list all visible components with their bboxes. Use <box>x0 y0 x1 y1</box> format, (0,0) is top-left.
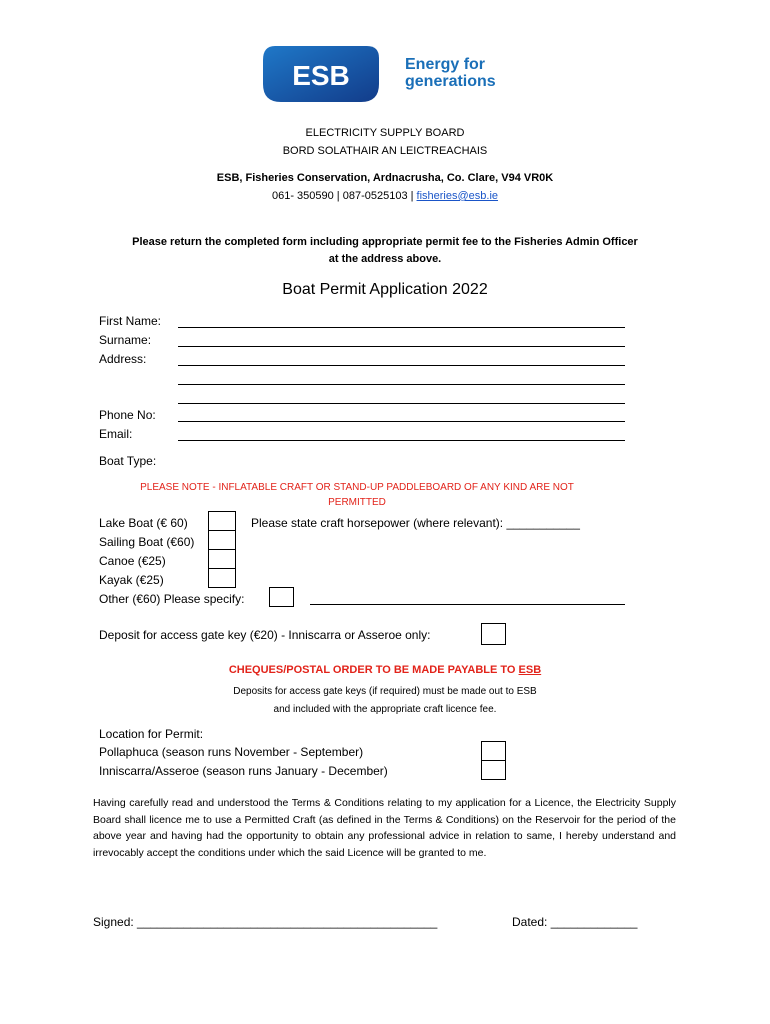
deposit-label: Deposit for access gate key (€20) - Inniscarra or Asseroe only: <box>99 628 431 642</box>
instruction-line-2: at the address above. <box>328 253 442 265</box>
form-title: Boat Permit Application 2022 <box>282 281 488 298</box>
boat-type-label: Boat Type: <box>99 454 157 468</box>
instruction-line-1: Please return the completed form including appropriate permit fee to the Fisheries Admin Officer <box>132 236 638 248</box>
cheques-esb: ESB <box>518 664 542 676</box>
address-line-2[interactable] <box>178 384 625 385</box>
phone-line[interactable] <box>178 421 625 422</box>
lake-boat-checkbox[interactable] <box>208 511 236 531</box>
deposit-note-2: and included with the appropriate craft licence fee. <box>273 704 497 715</box>
cheques-payable: CHEQUES/POSTAL ORDER TO BE MADE PAYABLE TO ESB <box>228 664 542 676</box>
terms-paragraph: Having carefully read and understood the Terms & Conditions relating to my application for a Licence, the Electricity Supply Board shall licence me to use a Permitted Craft (as defined in the Terms & Conditions) on the Reservoir for the period of the above year and having had the opportunity to obtain any professional advice in relation to same, I hereby understand and irrevocably accept the conditions under which the said Licence will be granted to me. <box>93 797 676 859</box>
sailing-boat-checkbox[interactable] <box>208 530 236 550</box>
contact-line <box>0 190 770 202</box>
address-line-3[interactable] <box>178 403 625 404</box>
dated-line[interactable]: Dated: _____________ <box>512 915 638 929</box>
note-line-2: PERMITTED <box>328 497 386 508</box>
pollaphuca-label: Pollaphuca (season runs November - September) <box>99 745 364 759</box>
surname-line[interactable] <box>178 346 625 347</box>
kayak-label: Kayak (€25) <box>99 573 164 587</box>
pollaphuca-checkbox[interactable] <box>481 741 506 761</box>
esb-logo <box>261 44 381 104</box>
deposit-note-1: Deposits for access gate keys (if required) must be made out to ESB <box>233 686 537 697</box>
address-line-1[interactable] <box>178 365 625 366</box>
signed-line[interactable]: Signed: _____________________________________________ <box>93 915 438 929</box>
first-name-label: First Name: <box>99 314 162 328</box>
surname-label: Surname: <box>99 333 152 347</box>
horsepower-label: Please state craft horsepower (where relevant): ___________ <box>251 516 580 530</box>
inniscarra-checkbox[interactable] <box>481 760 506 780</box>
phone-numbers: 061- 350590 | 087-0525103 | <box>271 190 417 202</box>
other-specify-line[interactable] <box>310 604 625 605</box>
first-name-line[interactable] <box>178 327 625 328</box>
org-address: ESB, Fisheries Conservation, Ardnacrusha, Co. Clare, V94 VR0K <box>216 172 554 184</box>
org-name-ga: BORD SOLATHAIR AN LEICTREACHAIS <box>282 145 488 157</box>
svg-text:ESB: ESB <box>292 60 350 91</box>
sailing-boat-label: Sailing Boat (€60) <box>99 535 195 549</box>
other-label: Other (€60) Please specify: <box>99 592 245 606</box>
address-label: Address: <box>99 352 147 366</box>
logo-tagline: Energy for generations <box>405 56 496 90</box>
phone-label: Phone No: <box>99 408 156 422</box>
inniscarra-label: Inniscarra/Asseroe (season runs January - December) <box>99 764 388 778</box>
lake-boat-label: Lake Boat (€ 60) <box>99 516 188 530</box>
email-label: Email: <box>99 427 133 441</box>
other-checkbox[interactable] <box>269 587 294 607</box>
org-name-en: ELECTRICITY SUPPLY BOARD <box>305 127 465 139</box>
canoe-label: Canoe (€25) <box>99 554 166 568</box>
email-link[interactable]: fisheries@esb.ie <box>416 190 499 202</box>
canoe-checkbox[interactable] <box>208 549 236 569</box>
kayak-checkbox[interactable] <box>208 568 236 588</box>
deposit-checkbox[interactable] <box>481 623 506 645</box>
location-heading: Location for Permit: <box>99 727 204 741</box>
email-line[interactable] <box>178 440 625 441</box>
note-line-1: PLEASE NOTE - INFLATABLE CRAFT OR STAND-UP PADDLEBOARD OF ANY KIND ARE NOT <box>140 482 574 493</box>
